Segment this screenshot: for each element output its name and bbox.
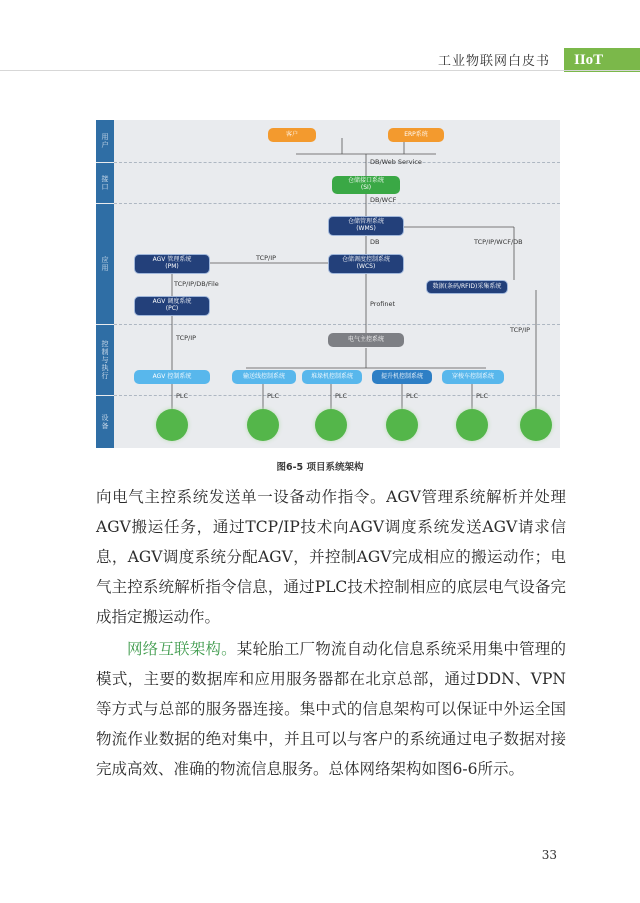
device-circle [520,409,552,441]
label-tcpip-left: TCP/IP [256,254,277,262]
electrical-control-box: 电气主控系统 [328,333,404,347]
header-divider [0,70,640,71]
client-box: 客户 [268,128,316,142]
control-box-3: 提升机控制系统 [372,370,432,384]
erp-box: ERP系统 [388,128,444,142]
label-tcp-db-file: TCP/IP/DB/File [174,280,219,288]
control-box-4: 穿梭车控制系统 [442,370,504,384]
label-plc: PLC [267,392,280,400]
header-badge: IIoT [564,48,640,72]
device-circle [386,409,418,441]
layer-interface: 接口 [96,163,114,203]
label-plc: PLC [406,392,419,400]
label-db-wcf: DB/WCF [370,196,397,204]
data-collection-box: 数据(条码/RFID)采集系统 [426,280,508,294]
device-circle [315,409,347,441]
label-plc: PLC [476,392,489,400]
layer-user: 用户 [96,120,114,162]
label-profinet: Profinet [370,300,396,308]
header-title: 工业物联网白皮书 [437,54,550,69]
device-circle [156,409,188,441]
wcs-box: 仓储调度控制系统 (WCS) [328,254,404,274]
paragraph-2-text: 某轮胎工厂物流自动化信息系统采用集中管理的模式，主要的数据库和应用服务器都在北京总部，通过DDN、VPN等方式与总部的服务器连接。集中式的信息架构可以保证中外运全国物流作业数据的绝对集中，并且可以与客户的系统通过电子数据对接完成高效、准确的物流信息服务。总体网络架构如图6-6所示。 [96,640,566,778]
device-circle [456,409,488,441]
label-db-webservice: DB/Web Service [370,158,422,166]
label-plc: PLC [335,392,348,400]
label-db: DB [370,238,380,246]
agv-pc-box: AGV 调度系统 (PC) [134,296,210,316]
figure-caption: 图6-5 项目系统架构 [276,462,364,473]
label-tcpip-pc: TCP/IP [176,334,197,342]
label-plc: PLC [176,392,189,400]
label-tcpip-right: TCP/IP [510,326,531,334]
layer-device: 设备 [96,396,114,448]
device-circle [247,409,279,441]
architecture-figure [96,120,560,448]
agv-control-box: AGV 控制系统 [134,370,210,384]
section-heading: 网络互联架构。 [127,640,237,658]
wms-box: 仓储管理系统 (WMS) [328,216,404,236]
label-tcp-wcf-db: TCP/IP/WCF/DB [474,238,523,246]
layer-application: 应用 [96,204,114,324]
layer-control: 控制与执行 [96,325,114,395]
control-box-1: 输送线控制系统 [232,370,296,384]
paragraph-1: 向电气主控系统发送单一设备动作指令。AGV管理系统解析并处理AGV搬运任务，通过TCP/IP技术向AGV调度系统发送AGV请求信息，AGV调度系统分配AGV，并控制AGV完成相应的搬运动作；电气主控系统解析指令信息，通过PLC技术控制相应的底层电气设备完成指定搬运动作。 [96,488,566,626]
control-box-2: 堆垛机控制系统 [302,370,362,384]
interface-system-box: 仓储接口系统 (SI) [332,176,400,194]
paragraph-2 [96,634,566,784]
agv-pm-box: AGV 管理系统 (PM) [134,254,210,274]
page-number: 33 [541,848,557,862]
